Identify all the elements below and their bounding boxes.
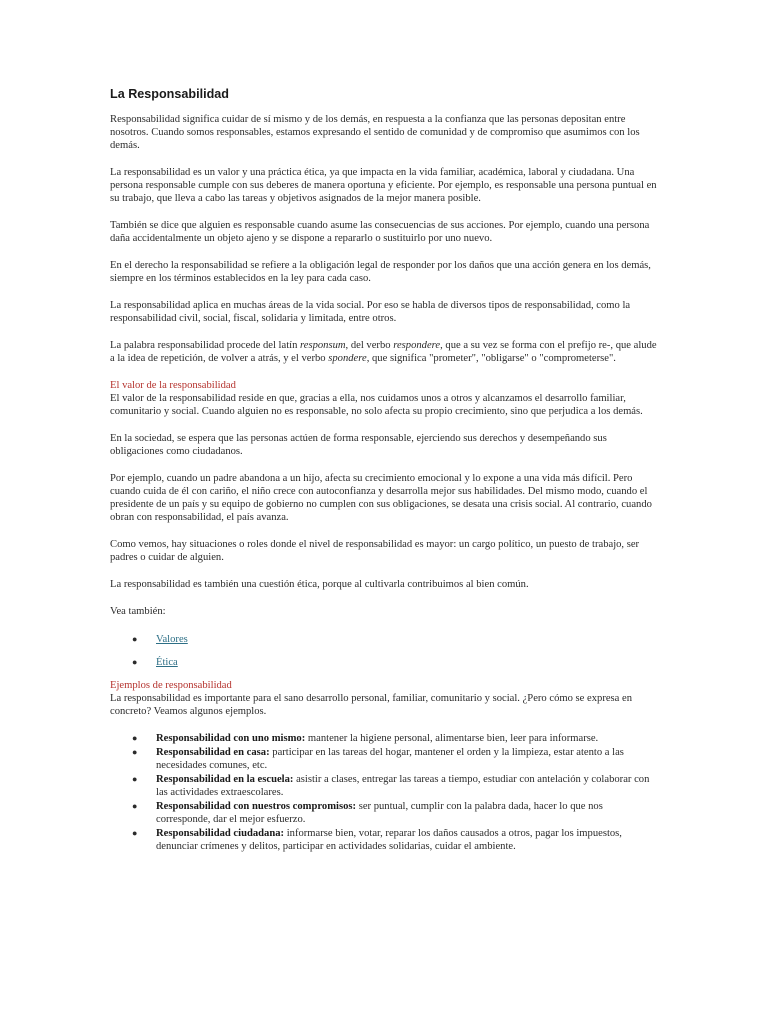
list-item xyxy=(110,800,658,826)
paragraph-types: La responsabilidad aplica en muchas áreas de la vida social. Por eso se habla de diversos tipos de responsabilidad, como la responsabilidad civil, social, fiscal, solidaria y limitada, entre otros. xyxy=(110,300,631,324)
etymology-text-e: , que a su vez se forma con el prefijo re-, que alude a la idea de repetición, de volver a atrás, y el verbo xyxy=(110,340,657,364)
bullet-icon: ● xyxy=(132,657,138,667)
example-label: Responsabilidad en la escuela: xyxy=(156,774,294,785)
example-text: informarse bien, votar, reparar los daños causados a otros, pagar los impuestos, denunciar crímenes y delitos, participar en actividades solidarias, cuidar el ambiente. xyxy=(156,828,622,852)
list-item xyxy=(110,656,658,669)
bullet-icon: ● xyxy=(132,733,138,743)
example-label: Responsabilidad en casa: xyxy=(156,747,270,758)
paragraph-consequences: También se dice que alguien es responsable cuando asume las consecuencias de sus acciones. Por ejemplo, cuando una persona daña accidentalmente un objeto ajeno y se dispone a repararlo o sustituirlo por uno nuevo. xyxy=(110,220,650,244)
example-text: asistir a clases, entregar las tareas a tiempo, estudiar con antelación y colaborar con las actividades extraescolares. xyxy=(156,774,650,798)
bullet-icon: ● xyxy=(132,774,138,784)
paragraph-roles: Como vemos, hay situaciones o roles donde el nivel de responsabilidad es mayor: un cargo político, un puesto de trabajo, ser padres o cuidar de alguien. xyxy=(110,539,640,563)
paragraph-ethical-value: La responsabilidad es un valor y una práctica ética, ya que impacta en la vida familiar, académica, laboral y ciudadana. Una persona responsable cumple con sus deberes de manera oportuna y eficiente. Por ejemplo, es responsable una persona puntual en su trabajo, que lleva a cabo las tareas y objetivos asignados de la mejor manera posible. xyxy=(110,167,657,204)
etymology-term-respondere: respondere xyxy=(393,340,441,351)
paragraph-etymology xyxy=(110,339,658,365)
bullet-icon: ● xyxy=(132,801,138,811)
examples-list xyxy=(110,732,658,853)
example-text: mantener la higiene personal, alimentarse bien, leer para informarse. xyxy=(305,733,599,744)
paragraph-examples-intro: La responsabilidad es importante para el sano desarrollo personal, familiar, comunitario y social. ¿Pero cómo se expresa en concreto? Veamos algunos ejemplos. xyxy=(110,693,633,717)
see-also-list xyxy=(110,633,658,669)
list-item xyxy=(110,746,658,772)
paragraph-example-parent: Por ejemplo, cuando un padre abandona a un hijo, afecta su crecimiento emocional y lo expone a una vida más difícil. Pero cuando cuida de él con cariño, el niño crece con autoconfianza y desarrolla mejor sus habilidades. Del mismo modo, cuando el presidente de un país y su equipo de gobierno no cumplen con sus obligaciones, se desata una crisis social. Al contrario, cuando obran con responsabilidad, el país avanza. xyxy=(110,473,652,523)
list-item xyxy=(110,633,658,646)
link-valores[interactable]: Valores xyxy=(156,634,188,645)
paragraph-society: En la sociedad, se espera que las personas actúen de forma responsable, ejerciendo sus derechos y desempeñando sus obligaciones como ciudadanos. xyxy=(110,433,607,457)
example-text: participar en las tareas del hogar, mantener el orden y la limpieza, estar atento a las necesidades comunes, etc. xyxy=(156,747,624,771)
section-heading-ejemplos: Ejemplos de responsabilidad xyxy=(110,680,232,691)
bullet-icon: ● xyxy=(132,747,138,757)
document-title: La Responsabilidad xyxy=(110,87,229,101)
example-text: ser puntual, cumplir con la palabra dada, hacer lo que nos corresponde, dar el mejor esfuerzo. xyxy=(156,801,603,825)
etymology-text-a: La palabra responsabilidad procede del latín xyxy=(110,340,301,351)
example-label: Responsabilidad ciudadana: xyxy=(156,828,285,839)
etymology-text-c: , del verbo xyxy=(345,340,394,351)
paragraph-common-good: La responsabilidad es también una cuestión ética, porque al cultivarla contribuimos al bien común. xyxy=(110,579,529,590)
etymology-term-spondere: spondere xyxy=(328,353,367,364)
paragraph-see-also: Vea también: xyxy=(110,606,166,617)
paragraph-law: En el derecho la responsabilidad se refiere a la obligación legal de responder por los daños que una acción genera en los demás, siempre en los términos establecidos en la ley para cada caso. xyxy=(110,260,651,284)
paragraph-valor: El valor de la responsabilidad reside en que, gracias a ella, nos cuidamos unos a otros y alcanzamos el desarrollo familiar, comunitario y social. Cuando alguien no es responsable, no solo afecta su propio crecimiento, sino que perjudica a los demás. xyxy=(110,393,643,417)
example-label: Responsabilidad con nuestros compromisos: xyxy=(156,801,357,812)
list-item xyxy=(110,732,658,745)
paragraph-definition: Responsabilidad significa cuidar de sí mismo y de los demás, en respuesta a la confianza que las personas depositan entre nosotros. Cuando somos responsables, estamos expresando el sentido de comunidad y de compromiso que asumimos con los demás. xyxy=(110,114,640,151)
bullet-icon: ● xyxy=(132,634,138,644)
etymology-text-g: , que significa "prometer", "obligarse" o "comprometerse". xyxy=(366,353,616,364)
bullet-icon: ● xyxy=(132,828,138,838)
etymology-term-responsum: responsum xyxy=(300,340,346,351)
section-heading-valor: El valor de la responsabilidad xyxy=(110,380,236,391)
example-label: Responsabilidad con uno mismo: xyxy=(156,733,306,744)
list-item xyxy=(110,827,658,853)
list-item xyxy=(110,773,658,799)
link-etica[interactable]: Ética xyxy=(156,657,178,668)
document-page xyxy=(110,86,658,854)
